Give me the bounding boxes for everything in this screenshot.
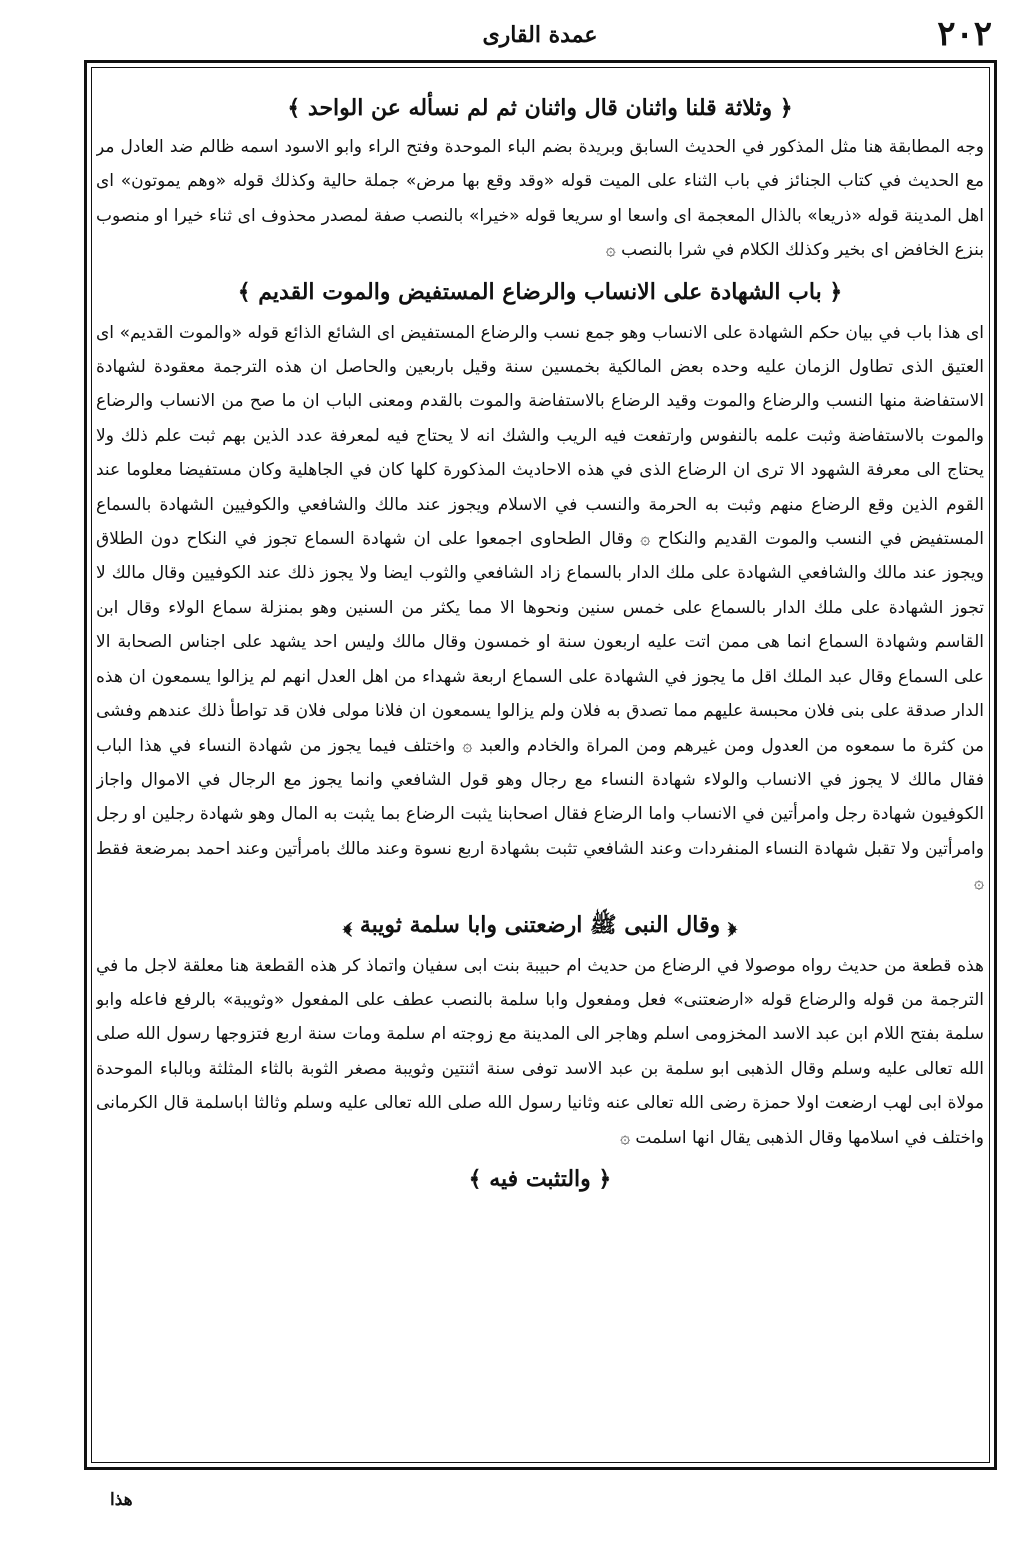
chapter-heading-1: ﴿ باب الشهادة على الانساب والرضاع المستفيض والموت القديم ﴾ bbox=[237, 278, 843, 305]
hadith-end-line: ﴿ وثلاثة قلنا واثنان قال واثنان ثم لم نسأله عن الواحد ﴾ bbox=[287, 95, 793, 121]
commentary-paragraph-2: اى هذا باب في بيان حكم الشهادة على الانساب وهو جمع نسب والرضاع المستفيض اى الشائع الذائع قوله «والموت القديم» اى العتيق الذى تطاول الزمان عليه وحده بعض المالكية بخمسين سنة وقيل باربعين والحاصل ان هذه الترجمة معقودة لشهادة الاستفاضة منها النسب والرضاع والموت وقيد الرضاع بالاستفاضة والموت بالقدم ومعنى الباب ان ما صح من الانساب والرضاع والموت بالاستفاضة وثبت علمه بالنفوس وارتفعت فيه الريب والشك انه لا يحتاج فيه لمعرفة عدد الذين بهم ثبت علم ذلك ولا يحتاج الى معرفة الشهود الا ترى ان الرضاع الذى في هذه الاحاديث المذكورة كلها كان في الجاهلية وكان مستفيضا معلوما عند القوم الذين وقع الرضاع منهم وثبت به الحرمة والنسب في الاسلام ويجوز عند مالك والشافعي والكوفيين الشهادة بالسماع المستفيض في النسب والموت القديم والنكاح ۞ وقال الطحاوى اجمعوا على ان شهادة السماع تجوز في النكاح دون الطلاق ويجوز عند مالك والشافعي الشهادة على ملك الدار بالسماع زاد الشافعي والثوب ايضا ولا يجوز ذلك عند الكوفيين وقال مالك لا تجوز الشهادة على ملك الدار بالسماع على خمس سنين ونحوها الا مما يكثر من السنين وهو بمنزلة سماع الولاء وقال ابن القاسم وشهادة السماع انما هى ممن اتت عليه اربعون سنة او خمسون وقال مالك وليس احد يشهد على اجناس الصحابة الا على السماع وقال عبد الملك اقل ما يجوز في الشهادة على السماع اربعة شهداء من اهل العدل انهم لم يزالوا يسمعون ان هذه الدار صدقة على بنى فلان محبسة عليهم مما تصدق به فلان ولم يزالوا يسمعون ان فلانا مولى فلان قد تواطأ ذلك عندهم وفشى من كثرة ما سمعوه من العدول ومن غيرهم ومن المراة والخادم والعبد ۞ واختلف فيما يجوز من شهادة النساء في هذا الباب فقال مالك لا يجوز في الانساب والولاء شهادة النساء مع رجال وهو قول الشافعي وانما يجوز مع الرجال في الاموال واجاز الكوفيون شهادة رجل وامرأتين في الانساب واما الرضاع فقال اصحابنا يثبت الرضاع بما يثبت به المال وهو شهادة رجلين او رجل وامرأتين ولا تقبل شهادة النساء المنفردات وعند الشافعي تثبت بشهادة اربع نسوة وعند مالك بامرأتين وعند احمد بمرضعة فقط ۞ bbox=[96, 322, 984, 894]
catchword: هذا bbox=[110, 1490, 133, 1510]
commentary-paragraph-1: وجه المطابقة هنا مثل المذكور في الحديث السابق وبريدة بضم الباء الموحدة وفتح الراء وابو الاسود اسمه ظالم ضد العادل مر مع الحديث في كتاب الجنائز في باب الثناء على الميت قوله «وقد وقع بها مرض» جملة حالية وكذلك قوله «وهم يموتون» اى اهل المدينة قوله «ذريعا» بالذال المعجمة اى واسعا او سريعا قوله «خيرا» بالنصب صفة لمصدر محذوف اى ثناء خيرا او منصوب بنزع الخافض اى بخير وكذلك الكلام في شرا بالنصب ۞ bbox=[96, 137, 984, 261]
page-header bbox=[88, 14, 992, 54]
chapter-heading-3: ﴿ والتثبت فيه ﴾ bbox=[468, 1165, 612, 1192]
main-text bbox=[96, 86, 984, 1458]
chapter-heading-2: ﴿ وقال النبى ﷺ ارضعتنى وابا سلمة ثويبة ﴾ bbox=[343, 911, 737, 938]
commentary-paragraph-3: هذه قطعة من حديث رواه موصولا في الرضاع من حديث ام حبيبة بنت ابى سفيان واتماذ كر هذه القطعة هنا معلقة لاجل ما في الترجمة من قوله والرضاع قوله «ارضعتنى» فعل ومفعول وابا سلمة بالنصب عطف على المفعول «وثويبة» بالرفع فاعله وابو سلمة بفتح اللام ابن عبد الاسد المخزومى اسلم وهاجر الى المدينة مع زوجته ام سلمة ومات سنة اربع فتزوجها رسول الله صلى الله تعالى عليه وسلم وقال الذهبى ابو سلمة بن عبد الاسد توفى سنة اثنتين وثويبة مصغر الثوبة بالثاء المثلثة وبالباء الموحدة مولاة ابى لهب ارضعت اولا حمزة رضى الله تعالى عنه وثانيا رسول الله صلى الله تعالى عليه وسلم وثالثا اباسلمة قال الكرمانى واختلف في اسلامها وقال الذهبى يقال انها اسلمت ۞ bbox=[96, 955, 984, 1148]
running-title: عمدة القارى bbox=[482, 22, 598, 48]
page-number: ٢٠٢ bbox=[937, 14, 992, 54]
